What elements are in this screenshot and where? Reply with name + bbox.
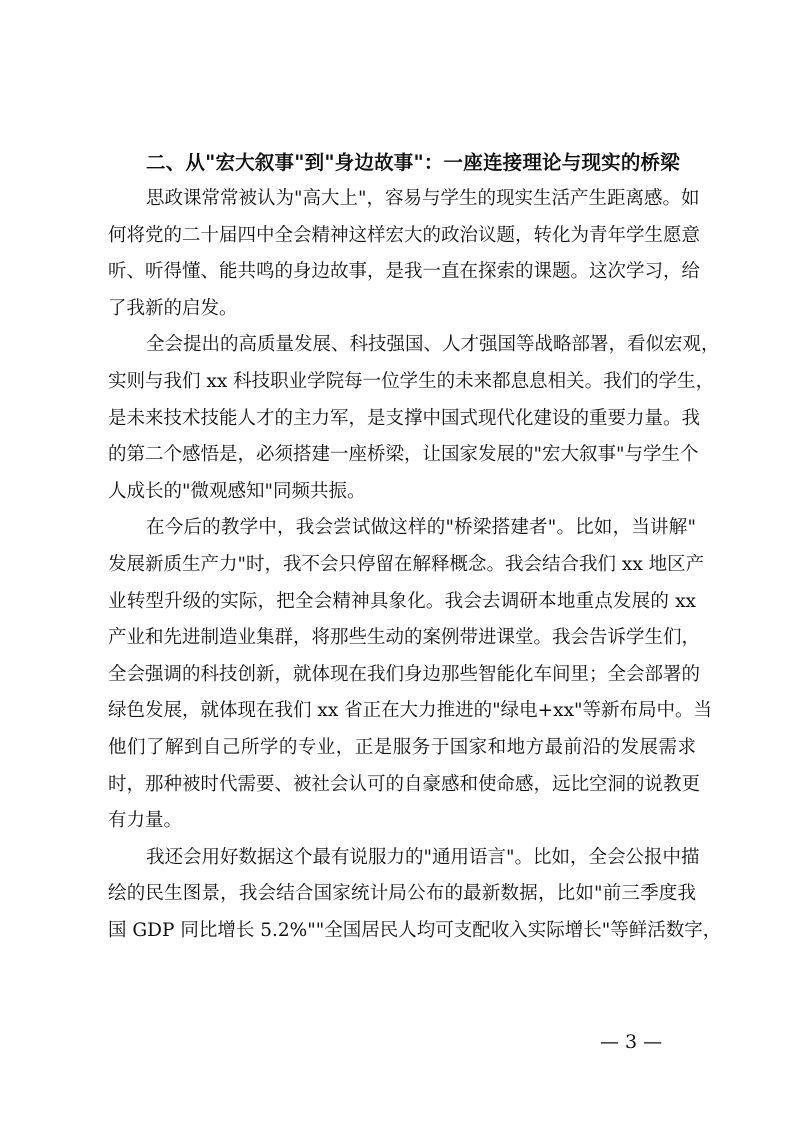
paragraph-3 xyxy=(108,510,713,839)
paragraph-4 xyxy=(108,840,722,950)
paragraph-line: 了我新的启发。 xyxy=(108,297,238,319)
paragraph-line: 在今后的教学中，我会尝试做这样的"桥梁搭建者"。比如，当讲解" xyxy=(146,517,696,539)
paragraph-line: 我还会用好数据这个最有说服力的"通用语言"。比如，全会公报中描 xyxy=(146,846,700,868)
paragraph-line: 实则与我们 xx 科技职业学院每一位学生的未来都息息相关。我们的学生， xyxy=(108,370,715,392)
paragraph-line: 绘的民生图景，我会结合国家统计局公布的最新数据，比如"前三季度我 xyxy=(108,883,696,905)
paragraph-1 xyxy=(108,181,701,327)
paragraph-line: 全会强调的科技创新，就体现在我们身边那些智能化车间里；全会部署的 xyxy=(108,663,701,685)
paragraph-line: 的第二个感悟是，必须搭建一座桥梁，让国家发展的"宏大叙事"与学生个 xyxy=(108,444,699,466)
paragraph-line: 何将党的二十届四中全会精神这样宏大的政治议题，转化为青年学生愿意 xyxy=(108,224,701,246)
paragraph-2 xyxy=(108,327,720,510)
page-number: — 3 — xyxy=(600,1031,663,1053)
paragraph-line: 业转型升级的实际，把全会精神具象化。我会去调研本地重点发展的 xx xyxy=(108,590,696,612)
paragraph-line: 他们了解到自己所学的专业，正是服务于国家和地方最前沿的发展需求 xyxy=(108,736,696,758)
paragraph-line: 国 GDP 同比增长 5.2%""全国居民人均可支配收入实际增长"等鲜活数字， xyxy=(108,919,722,941)
paragraph-line: 绿色发展，就体现在我们 xx 省正在大力推进的"绿电+xx"等新布局中。当 xyxy=(108,700,713,722)
paragraph-line: 是未来技术技能人才的主力军，是支撑中国式现代化建设的重要力量。我 xyxy=(108,407,701,429)
paragraph-line: 听、听得懂、能共鸣的身边故事，是我一直在探索的课题。这次学习，给 xyxy=(108,261,701,283)
paragraph-line: 产业和先进制造业集群，将那些生动的案例带进课堂。我会告诉学生们， xyxy=(108,627,701,649)
paragraph-line: 发展新质生产力"时，我不会只停留在解释概念。我会结合我们 xx 地区产 xyxy=(108,553,705,575)
section-heading: 二、从"宏大叙事"到"身边故事"：一座连接理论与现实的桥梁 xyxy=(146,151,680,174)
paragraph-line: 思政课常常被认为"高大上"，容易与学生的现实生活产生距离感。如 xyxy=(146,188,700,209)
paragraph-line: 时，那种被时代需要、被社会认可的自豪感和使命感，远比空洞的说教更 xyxy=(108,773,701,795)
paragraph-line: 人成长的"微观感知"同频共振。 xyxy=(108,480,366,502)
paragraph-line: 全会提出的高质量发展、科技强国、人才强国等战略部署，看似宏观， xyxy=(146,334,720,356)
document-body xyxy=(108,145,722,949)
paragraph-line: 有力量。 xyxy=(108,810,183,832)
